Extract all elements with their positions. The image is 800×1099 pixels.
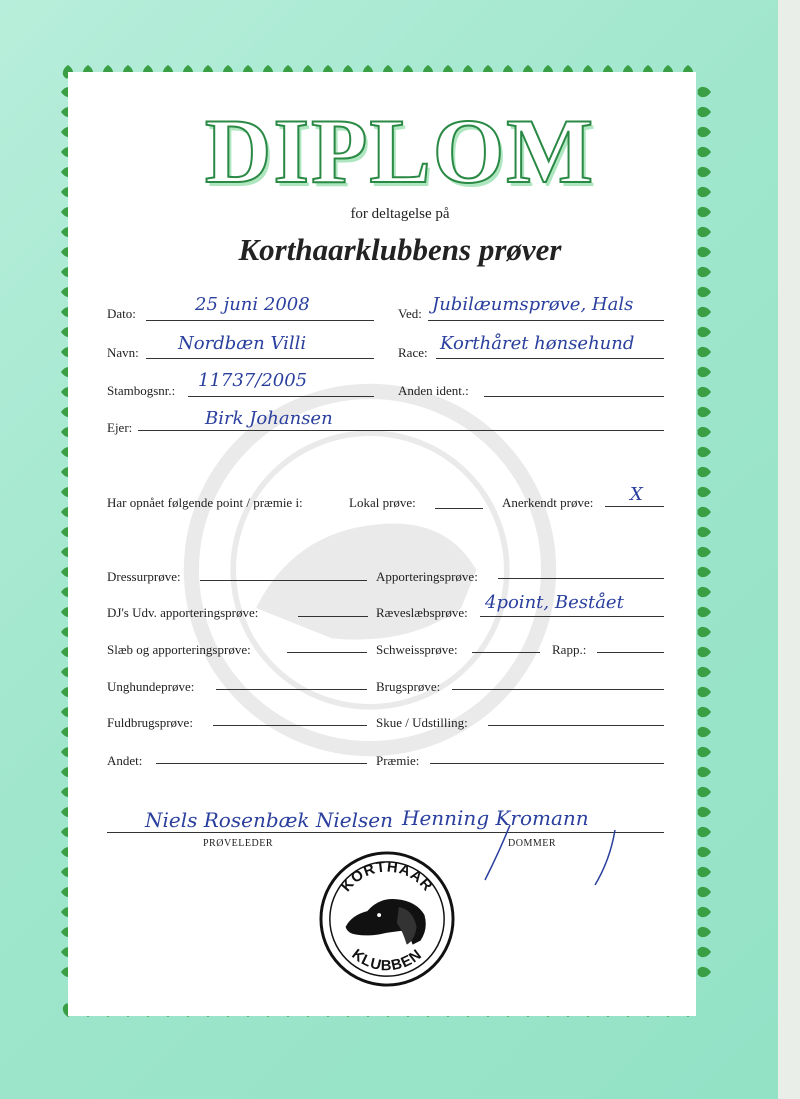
skue-line (488, 725, 664, 726)
apportering-line (498, 578, 664, 579)
logo-top-text: KORTHAAR (338, 859, 436, 895)
dressur-label: Dressurprøve: (107, 569, 181, 584)
praemie-line (430, 763, 664, 764)
dato-value: 25 juni 2008 (195, 294, 310, 315)
leaf-ornament (697, 627, 711, 637)
leaf-ornament (697, 547, 711, 557)
dommer-label: DOMMER (508, 838, 557, 849)
proveleder-label: PRØVELEDER (203, 838, 273, 849)
leaf-ornament (697, 327, 711, 337)
leaf-ornament (697, 787, 711, 797)
logo-bottom-text: KLUBBEN (348, 946, 426, 975)
schweiss-label: Schweissprøve: (376, 642, 458, 657)
rapp-label: Rapp.: (552, 642, 587, 657)
ved-label: Ved: (398, 306, 422, 321)
leaf-ornament (697, 887, 711, 897)
leaf-ornament (697, 407, 711, 417)
andet-line (156, 763, 367, 764)
leaf-ornament (697, 307, 711, 317)
anden-ident-label: Anden ident.: (398, 383, 469, 398)
leaf-ornament (697, 387, 711, 397)
brugs-label: Brugsprøve: (376, 679, 441, 694)
slaeb-label: Slæb og apporteringsprøve: (107, 642, 251, 657)
ejer-line (138, 430, 664, 431)
proveleder-signature: Niels Rosenbæk Nielsen (145, 808, 394, 832)
leaf-ornament (697, 807, 711, 817)
anden-ident-line (484, 396, 664, 397)
schweiss-line (472, 652, 540, 653)
leaf-ornament (697, 667, 711, 677)
subtitle: for deltagelse på (350, 206, 450, 222)
leaf-ornament (697, 447, 711, 457)
leaf-ornament (697, 707, 711, 717)
navn-label: Navn: (107, 345, 139, 360)
leaf-ornament (697, 687, 711, 697)
leaf-ornament (697, 827, 711, 837)
dressur-line (200, 580, 367, 581)
anerkendt-value: X (630, 484, 643, 505)
leaf-ornament (697, 467, 711, 477)
navn-value: Nordbæn Villi (178, 333, 307, 354)
ved-value: Jubilæumsprøve, Hals (432, 294, 634, 315)
leaf-ornament (697, 567, 711, 577)
dommer-signature: Henning Kromann (402, 806, 589, 830)
unghunde-label: Unghundeprøve: (107, 679, 195, 694)
leaf-ornament (697, 907, 711, 917)
race-line (436, 358, 664, 359)
stambogsnr-label: Stambogsnr.: (107, 383, 176, 398)
watermark-logo (180, 380, 560, 760)
leaf-ornament (697, 367, 711, 377)
club-title: Korthaarklubbens prøver (238, 232, 562, 267)
race-value: Korthåret hønsehund (440, 333, 635, 354)
leaf-ornament (697, 587, 711, 597)
navn-line (146, 358, 374, 359)
raeveslaeb-line (480, 616, 664, 617)
leaf-ornament (697, 947, 711, 957)
race-label: Race: (398, 345, 428, 360)
dato-label: Dato: (107, 306, 136, 321)
stambogsnr-line (188, 396, 374, 397)
anerkendt-line (605, 506, 664, 507)
leaf-ornament (697, 487, 711, 497)
leaf-ornament (697, 347, 711, 357)
anerkendt-label: Anerkendt prøve: (502, 495, 594, 510)
rapp-line (597, 652, 664, 653)
leaf-ornament (697, 767, 711, 777)
leaf-ornament (697, 287, 711, 297)
raeveslaeb-label: Ræveslæbsprøve: (376, 605, 468, 620)
lokal-line (435, 508, 483, 509)
ejer-value: Birk Johansen (205, 408, 333, 429)
unghunde-line (216, 689, 367, 690)
leaf-ornament (697, 927, 711, 937)
raeveslaeb-value: 4point, Bestået (485, 592, 624, 613)
leaf-ornament (697, 267, 711, 277)
dj-udv-label: DJ's Udv. apporteringsprøve: (107, 605, 259, 620)
leaf-ornament (697, 747, 711, 757)
leaf-ornament (697, 727, 711, 737)
praemie-label: Præmie: (376, 753, 420, 768)
leaf-ornament (697, 647, 711, 657)
points-intro: Har opnået følgende point / præmie i: (107, 495, 303, 510)
andet-label: Andet: (107, 753, 143, 768)
leaf-ornament (697, 427, 711, 437)
apportering-label: Apporteringsprøve: (376, 569, 478, 584)
leaf-ornament (697, 527, 711, 537)
korthaar-klubben-logo (318, 850, 456, 988)
skue-label: Skue / Udstilling: (376, 715, 468, 730)
leaf-ornament (697, 87, 711, 97)
lokal-label: Lokal prøve: (349, 495, 416, 510)
stambogsnr-value: 11737/2005 (198, 370, 308, 391)
leaf-ornament (697, 967, 711, 977)
dj-udv-line (298, 616, 368, 617)
diploma-title: DIPLOM (204, 100, 596, 202)
slaeb-line (287, 652, 367, 653)
brugs-line (452, 689, 664, 690)
leaf-ornament (697, 847, 711, 857)
ved-line (428, 320, 664, 321)
leaf-ornament (697, 607, 711, 617)
fuldbrugs-line (213, 725, 367, 726)
fuldbrugs-label: Fuldbrugsprøve: (107, 715, 193, 730)
signature-flourish (480, 820, 630, 890)
leaf-ornament (697, 507, 711, 517)
dato-line (146, 320, 374, 321)
leaf-ornament (697, 867, 711, 877)
ejer-label: Ejer: (107, 420, 133, 435)
